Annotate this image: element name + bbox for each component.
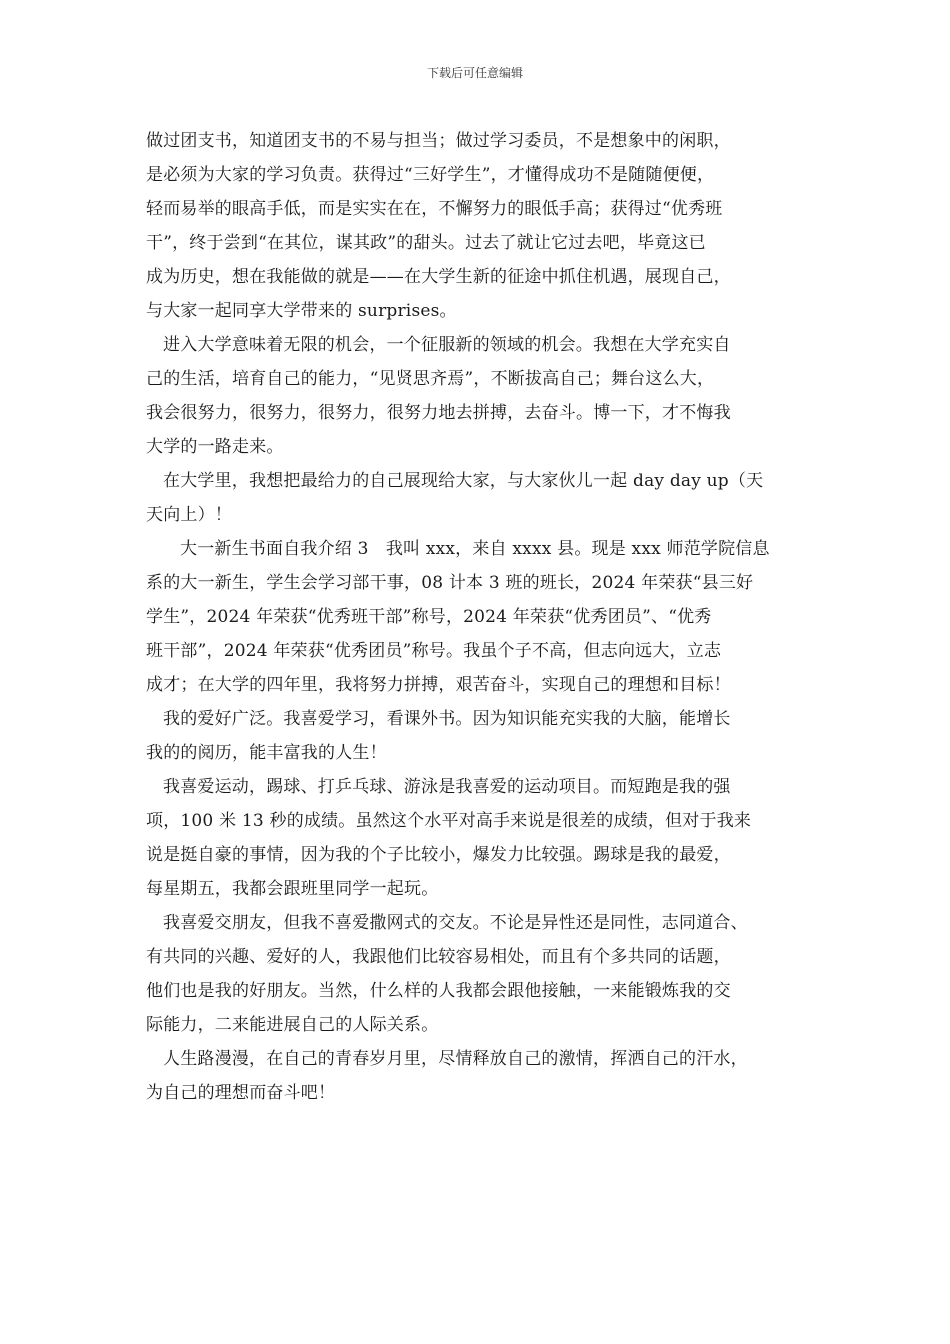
paragraph [146, 906, 826, 1042]
text-line: 项，100 米 13 秒的成绩。虽然这个水平对高手来说是很差的成绩，但对于我来 [146, 811, 752, 831]
text-line: 成为历史，想在我能做的就是——在大学生新的征途中抓住机遇，展现自己， [146, 267, 731, 287]
text-line: 系的大一新生，学生会学习部干事，08 计本 3 班的班长，2024 年荣获“县三好 [146, 573, 754, 593]
text-line: 他们也是我的好朋友。当然，什么样的人我都会跟他接触，一来能锻炼我的交 [146, 981, 731, 1001]
text-line: 我喜爱运动，踢球、打乒乓球、游泳是我喜爱的运动项目。而短跑是我的强 [163, 777, 731, 797]
text-line: 我的的阅历，能丰富我的人生！ [146, 743, 387, 763]
text-line: 与大家一起同享大学带来的 surprises。 [146, 301, 457, 321]
paragraph [146, 124, 826, 328]
text-line: 为自己的理想而奋斗吧！ [146, 1083, 336, 1103]
text-line: 班干部”，2024 年荣获“优秀团员”称号。我虽个子不高，但志向远大，立志 [146, 641, 722, 661]
text-line: 际能力，二来能进展自己的人际关系。 [146, 1015, 439, 1035]
text-line: 成才；在大学的四年里，我将努力拼搏，艰苦奋斗，实现自己的理想和目标！ [146, 675, 731, 695]
paragraph [146, 328, 826, 464]
text-line: 干”，终于尝到“在其位，谋其政”的甜头。过去了就让它过去吧，毕竟这已 [146, 233, 706, 253]
text-line: 大一新生书面自我介绍 3 我叫 xxx，来自 xxxx 县。现是 xxx 师范学院信息 [180, 539, 770, 559]
text-line: 大学的一路走来。 [146, 437, 284, 457]
text-line: 我的爱好广泛。我喜爱学习，看课外书。因为知识能充实我的大脑，能增长 [163, 709, 731, 729]
text-line: 人生路漫漫，在自己的青春岁月里，尽情释放自己的激情，挥洒自己的汗水， [163, 1049, 748, 1069]
text-line: 做过团支书，知道团支书的不易与担当；做过学习委员，不是想象中的闲职， [146, 131, 731, 151]
text-line: 学生”，2024 年荣获“优秀班干部”称号，2024 年荣获“优秀团员”、“优秀 [146, 607, 712, 627]
text-line: 说是挺自豪的事情，因为我的个子比较小，爆发力比较强。踢球是我的最爱， [146, 845, 731, 865]
paragraph [146, 770, 826, 906]
text-line: 有共同的兴趣、爱好的人，我跟他们比较容易相处，而且有个多共同的话题， [146, 947, 731, 967]
paragraph [146, 532, 826, 702]
text-line: 进入大学意味着无限的机会，一个征服新的领域的机会。我想在大学充实自 [163, 335, 731, 355]
text-line: 在大学里，我想把最给力的自己展现给大家，与大家伙儿一起 day day up（天 [163, 471, 764, 491]
text-line: 我会很努力，很努力，很努力，很努力地去拼搏，去奋斗。博一下，才不悔我 [146, 403, 731, 423]
text-line: 轻而易举的眼高手低，而是实实在在，不懈努力的眼低手高；获得过“优秀班 [146, 199, 723, 219]
text-line: 是必须为大家的学习负责。获得过“三好学生”，才懂得成功不是随随便便， [146, 165, 715, 185]
text-line: 每星期五，我都会跟班里同学一起玩。 [146, 879, 439, 899]
document-body [146, 124, 826, 1110]
text-line: 我喜爱交朋友，但我不喜爱撒网式的交友。不论是异性还是同性，志同道合、 [163, 913, 748, 933]
paragraph [146, 464, 826, 532]
paragraph [146, 702, 826, 770]
text-line: 天向上）！ [146, 505, 232, 525]
paragraph [146, 1042, 826, 1110]
page-header: 下载后可任意编辑 [426, 66, 523, 80]
text-line: 己的生活，培育自己的能力，“见贤思齐焉”，不断拔高自己；舞台这么大， [146, 369, 715, 389]
